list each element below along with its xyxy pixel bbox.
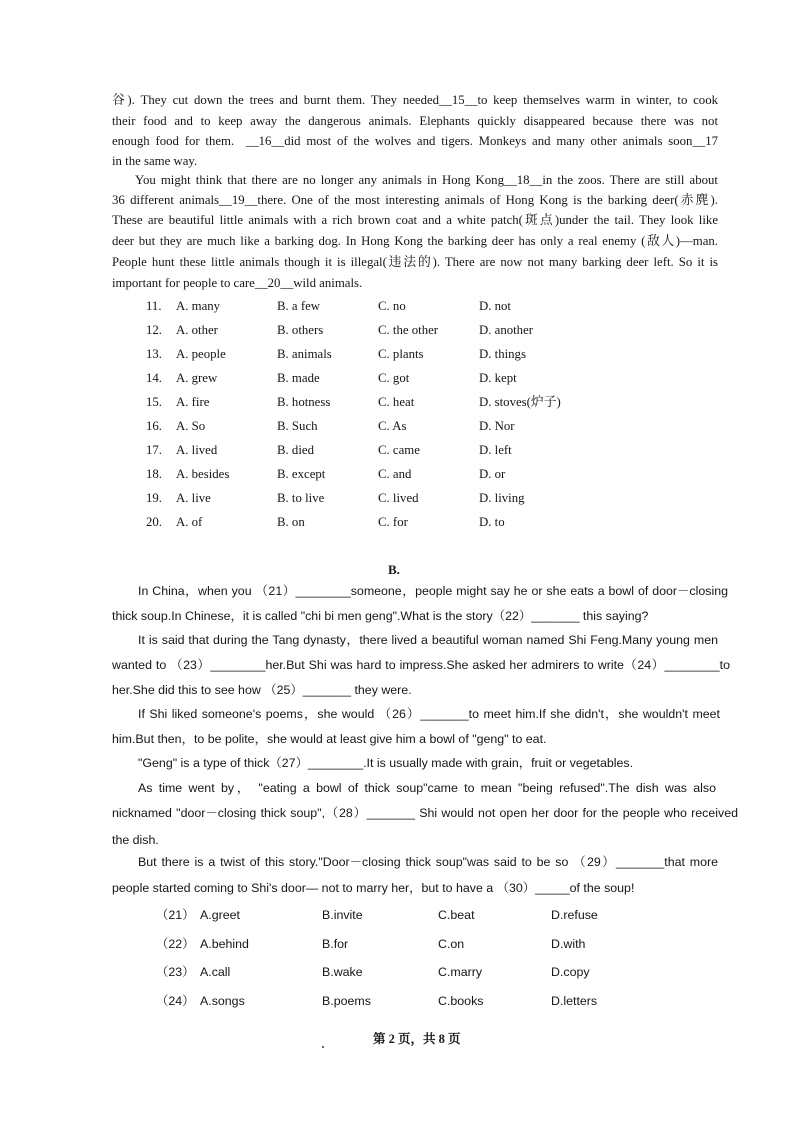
question-number: （23） <box>156 965 195 979</box>
option-d: D. stoves(炉子) <box>479 395 561 409</box>
option-d: D. Nor <box>479 419 515 433</box>
option-d: D. left <box>479 443 512 457</box>
option-b: B. animals <box>277 347 332 361</box>
option-a: A. live <box>176 491 211 505</box>
option-d: D. things <box>479 347 526 361</box>
option-d: D. or <box>479 467 506 481</box>
question-number: 14. <box>146 371 162 385</box>
option-b: B.poems <box>322 994 371 1008</box>
option-c: C. no <box>378 299 406 313</box>
option-b: B.invite <box>322 908 363 922</box>
passage-a-line: enough food for them. __16__did most of the wolves and tigers. Monkeys and many other animals soon__17 <box>112 134 718 148</box>
option-a: A. other <box>176 323 218 337</box>
option-c: C. heat <box>378 395 415 409</box>
option-a: A. grew <box>176 371 218 385</box>
option-b: B. on <box>277 515 305 529</box>
option-a: A. many <box>176 299 221 313</box>
option-d: D. another <box>479 323 534 337</box>
option-a: A.greet <box>200 908 240 922</box>
option-a: A.call <box>200 965 231 979</box>
passage-a-line: 36 different animals__19__there. One of the most interesting animals of Hong Kong is the barking deer(赤麂). <box>112 193 718 207</box>
option-d: D. kept <box>479 371 517 385</box>
option-b: B. a few <box>277 299 320 313</box>
option-b: B. died <box>277 443 314 457</box>
option-d: D. to <box>479 515 505 529</box>
option-c: C. As <box>378 419 407 433</box>
passage-b-line: nicknamed "door－closing thick soup",（28）_______ Shi would not open her door for the people who received <box>112 806 738 820</box>
option-c: C.books <box>438 994 484 1008</box>
option-d: D.copy <box>551 965 590 979</box>
passage-a-line: important for people to care__20__wild animals. <box>112 276 363 290</box>
question-number: 12. <box>146 323 162 337</box>
passage-b-line: the dish. <box>112 833 159 847</box>
question-number: 15. <box>146 395 162 409</box>
option-a: A.songs <box>200 994 245 1008</box>
scan-speck <box>322 1046 324 1048</box>
option-a: A. people <box>176 347 226 361</box>
option-c: C. lived <box>378 491 419 505</box>
passage-a-line: These are beautiful little animals with a rich brown coat and a white patch(斑点)under the tail. They look like <box>112 213 718 227</box>
question-number: （24） <box>156 994 195 1008</box>
option-c: C. the other <box>378 323 439 337</box>
option-c: C. got <box>378 371 410 385</box>
passage-b-line: her.She did this to see how （25）_______ they were. <box>112 683 412 697</box>
option-b: B. to live <box>277 491 325 505</box>
option-d: D.letters <box>551 994 598 1008</box>
option-a: A. lived <box>176 443 218 457</box>
passage-a-line: People hunt these little animals though it is illegal(违法的). There are now not many barking deer left. So it is <box>112 255 718 269</box>
question-number: （21） <box>156 908 195 922</box>
passage-b-line: him.But then，to be polite，she would at least give him a bowl of "geng" to eat. <box>112 732 547 746</box>
passage-a-line: deer but they are much like a barking dog. In Hong Kong the barking deer has only a real enemy (敌人)—man. <box>112 234 718 248</box>
passage-a-line: their food and to keep away the dangerous animals. Elephants quickly disappeared because there was not <box>112 114 718 128</box>
option-a: A. fire <box>176 395 210 409</box>
option-c: C. came <box>378 443 420 457</box>
passage-b-line: But there is a twist of this story."Door－closing thick soup"was said to be so （29）_______that more <box>138 855 718 869</box>
option-c: C.marry <box>438 965 483 979</box>
option-b: B. made <box>277 371 320 385</box>
page-number: 第 2 页，共 8 页 <box>373 1032 461 1046</box>
passage-a-line: in the same way. <box>112 154 198 168</box>
option-b: B.for <box>322 937 349 951</box>
question-number: 17. <box>146 443 162 457</box>
option-c: C. and <box>378 467 412 481</box>
option-a: A. of <box>176 515 203 529</box>
passage-a-line: 谷). They cut down the trees and burnt them. They needed__15__to keep themselves warm in winter, to cook <box>112 93 718 107</box>
passage-b-line: If Shi liked someone's poems，she would （26）_______to meet him.If she didn't，she wouldn't meet <box>138 707 720 721</box>
option-c: C.beat <box>438 908 475 922</box>
option-d: D. not <box>479 299 511 313</box>
passage-a-line: You might think that there are no longer any animals in Hong Kong__18__in the zoos. There are still about <box>135 173 718 187</box>
option-c: C. plants <box>378 347 424 361</box>
question-number: 16. <box>146 419 162 433</box>
passage-b-line: It is said that during the Tang dynasty，there lived a beautiful woman named Shi Feng.Many young men <box>138 633 718 647</box>
option-b: B. hotness <box>277 395 331 409</box>
passage-b-line: As time went by， "eating a bowl of thick soup"came to mean "being refused".The dish was also <box>138 781 716 795</box>
option-a: A. So <box>176 419 206 433</box>
question-number: 18. <box>146 467 162 481</box>
passage-b-line: "Geng" is a type of thick（27）________.It is usually made with grain，fruit or vegetables. <box>138 756 634 770</box>
passage-b-line: wanted to （23）________her.But Shi was hard to impress.She asked her admirers to write（24）________to <box>112 658 730 672</box>
option-b: B. others <box>277 323 324 337</box>
passage-b-line: In China，when you （21）________someone，people might say he or she eats a bowl of door－closing <box>138 584 728 598</box>
passage-b-line: people started coming to Shi's door— not to marry her，but to have a （30）_____of the soup! <box>112 881 635 895</box>
option-d: D.with <box>551 937 586 951</box>
section-b-title: B. <box>388 562 400 577</box>
question-number: （22） <box>156 937 195 951</box>
option-d: D.refuse <box>551 908 598 922</box>
question-number: 20. <box>146 515 162 529</box>
question-number: 19. <box>146 491 162 505</box>
question-number: 11. <box>146 299 162 313</box>
option-b: B.wake <box>322 965 363 979</box>
option-c: C. for <box>378 515 408 529</box>
option-a: A.behind <box>200 937 249 951</box>
option-d: D. living <box>479 491 525 505</box>
option-b: B. except <box>277 467 326 481</box>
passage-b-line: thick soup.In Chinese，it is called "chi bi men geng".What is the story（22）_______ this saying? <box>112 609 649 623</box>
question-number: 13. <box>146 347 162 361</box>
option-a: A. besides <box>176 467 230 481</box>
option-b: B. Such <box>277 419 318 433</box>
option-c: C.on <box>438 937 465 951</box>
